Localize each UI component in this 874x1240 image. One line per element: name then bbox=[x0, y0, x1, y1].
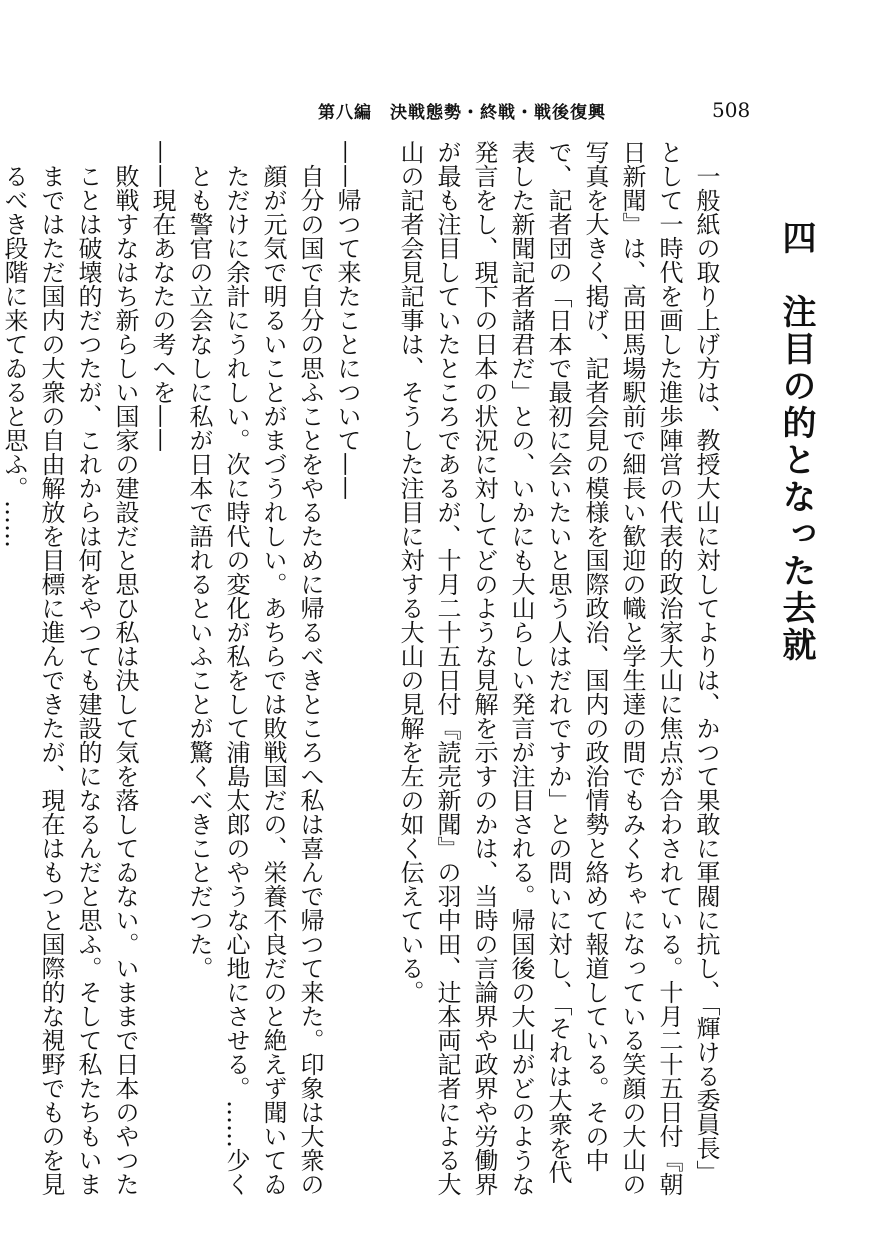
running-head: 第八編 決戦態勢・終戦・戦後復興 bbox=[318, 103, 606, 123]
body-paragraph: 一般紙の取り上げ方は、教授大山に対してよりは、かつて果敢に軍閥に抗し、「輝ける委員長」として一時代を画した進歩陣営の代表的政治家大山に焦点が合わされている。十月二十五日付『朝日新聞』は、高田馬場駅前で細長い歓迎の幟と学生達の間でもみくちゃになっている笑顔の大山の写真を大きく掲げ、記者会見の模様を国際政治、国内の政治情勢と絡めて報道している。その中で、記者団の「日本で最初に会いたいと思う人はだれですか」との問いに対し、「それは大衆を代表した新聞記者諸君だ」との、いかにも大山らしい発言が注目される。帰国後の大山がどのような発言をし、現下の日本の状況に対してどのような見解を示すのかは、当時の言論界や政界や労働界が最も注目していたところであるが、十月二十五日付『読売新聞』の羽中田、辻本両記者による大山の記者会見記事は、そうした注目に対する大山の見解を左の如く伝えている。 bbox=[396, 140, 720, 1196]
interview-question-1: ——帰つて来たことについて—— bbox=[333, 140, 361, 500]
section-title: 四 注目の的となった去就 bbox=[776, 220, 816, 664]
interview-question-2: ——現在あなたの考へを—— bbox=[148, 140, 176, 452]
page-number: 508 bbox=[712, 98, 751, 122]
interview-answer-1: 自分の国で自分の思ふことをやるために帰るべきところへ私は喜んで帰つて来た。印象は大衆の顔が元気で明るいことがまづうれしい。あちらでは敗戦国だの、栄養不良だのと絶えず聞いてゐただけに余計にうれしい。次に時代の変化が私をして浦島太郎のやうな心地にさせる。……少くとも警官の立会なしに私が日本で語れるといふことが驚くべきことだつた。 bbox=[185, 164, 324, 1196]
article-body bbox=[0, 140, 834, 1200]
interview-answer-2: 敗戦すなはち新らしい国家の建設だと思ひ私は決して気を落してゐない。いままで日本のやつたことは破壊的だつたが、これからは何をやつても建設的になるんだと思ふ。そして私たちもいままではただ国内の大衆の自由解放を目標に進んできたが、現在はもつと国際的な視野でものを見るべき段階に来てゐると思ふ。…… bbox=[0, 164, 139, 1196]
